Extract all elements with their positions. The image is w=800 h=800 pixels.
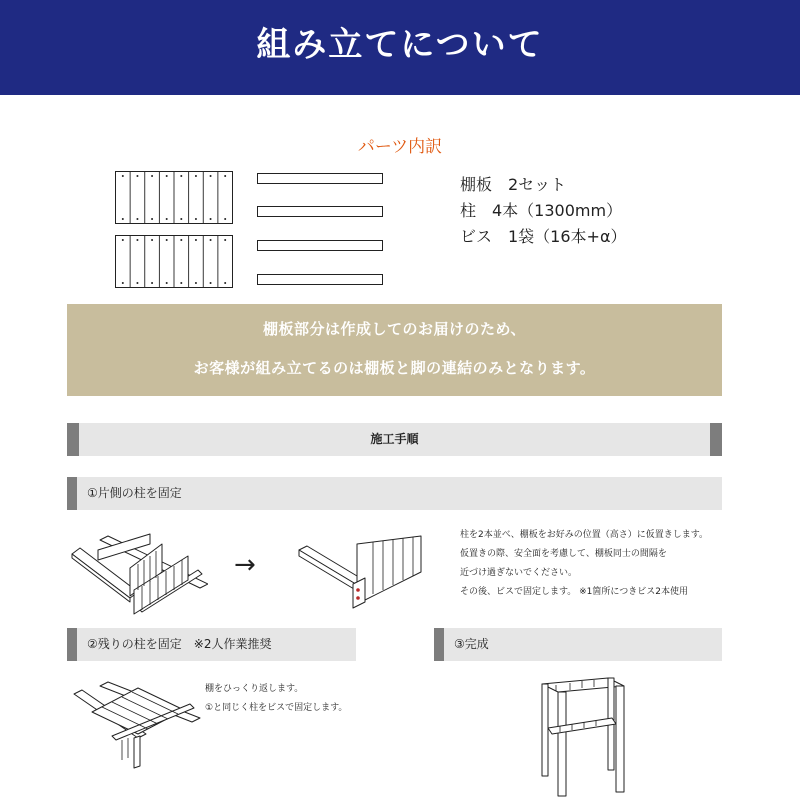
assembly-note-box [67, 304, 722, 396]
note-line-1: 棚板部分は作成してのお届けのため、 [263, 320, 526, 338]
note-line-2: お客様が組み立てるのは棚板と脚の連結のみとなります。 [193, 359, 596, 377]
step1-text-line: 近づけ過ぎないでください。 [460, 568, 578, 578]
parts-item-shelves: 棚板 2セット [460, 175, 567, 194]
step2-heading-bar [67, 628, 356, 661]
step1-text-line: 柱を2本並べ、棚板をお好みの位置（高さ）に仮置きします。 [460, 530, 709, 540]
arrow-right-icon: → [234, 550, 256, 580]
page-title: 組み立てについて [256, 25, 544, 65]
step3-title: ③完成 [454, 637, 489, 651]
parts-title: パーツ内訳 [357, 137, 443, 157]
step1-text-line: 仮置きの際、安全面を考慮して、棚板同士の間隔を [460, 549, 667, 559]
procedure-heading-bar [67, 423, 722, 456]
header-banner [0, 0, 800, 95]
step3-heading-bar [434, 628, 722, 661]
step1-heading-bar [67, 477, 722, 510]
step1-before-illustration [68, 530, 208, 620]
step2-instructions [205, 680, 347, 718]
shelf-panel-illustration [115, 171, 233, 224]
parts-item-screws: ビス 1袋（16本+α） [460, 227, 627, 246]
step2-text-line: ①と同じく柱をビスで固定します。 [205, 703, 348, 713]
parts-list [460, 172, 627, 250]
step1-title: ①片側の柱を固定 [87, 486, 182, 500]
step1-text-line: その後、ビスで固定します。 ※1箇所につきビス2本使用 [460, 587, 688, 597]
parts-item-columns: 柱 4本（1300mm） [460, 201, 623, 220]
step2-text-line: 棚をひっくり返します。 [205, 684, 304, 694]
shelf-panel-illustration [115, 235, 233, 288]
procedure-title: 施工手順 [370, 432, 419, 446]
step1-instructions [460, 526, 708, 602]
finished-rack-illustration [536, 676, 630, 800]
step1-after-illustration [297, 532, 427, 612]
step2-title: ②残りの柱を固定 ※2人作業推奨 [87, 637, 272, 651]
step2-illustration [72, 680, 202, 770]
